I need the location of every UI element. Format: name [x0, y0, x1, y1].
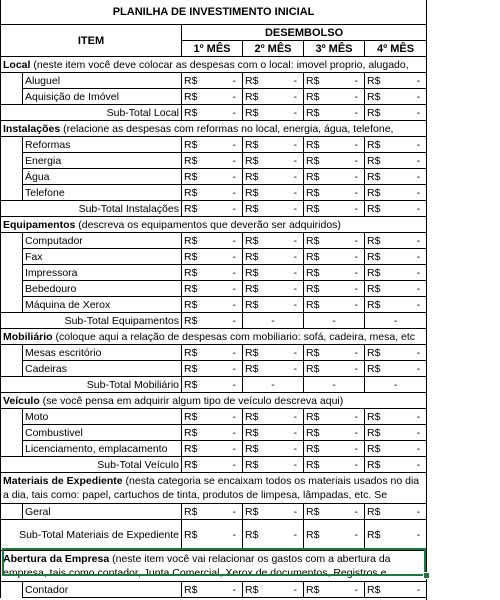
indent-cell[interactable] — [1, 345, 23, 361]
desembolso-header[interactable]: DESEMBOLSO — [182, 25, 427, 41]
value-cell[interactable]: - — [340, 105, 365, 121]
value-cell[interactable]: - — [401, 233, 427, 249]
currency-cell[interactable]: R$ — [243, 281, 279, 297]
value-cell[interactable]: - — [340, 137, 365, 153]
item-cell[interactable]: Licenciamento, emplacamento — [23, 441, 182, 457]
currency-cell[interactable]: R$ — [304, 105, 340, 121]
currency-cell[interactable]: R$ — [365, 520, 401, 551]
currency-cell[interactable]: R$ — [243, 185, 279, 201]
value-cell[interactable]: - — [279, 137, 304, 153]
value-cell[interactable]: - — [365, 313, 427, 329]
subtotal-row — [1, 377, 427, 393]
section-title: Local — [3, 58, 31, 71]
value-cell[interactable]: - — [401, 345, 427, 361]
currency-cell[interactable]: R$ — [365, 153, 401, 169]
value-cell[interactable]: - — [340, 504, 365, 520]
currency-cell[interactable]: R$ — [182, 153, 218, 169]
value-cell[interactable]: - — [340, 441, 365, 457]
currency-cell[interactable]: R$ — [182, 201, 218, 217]
value-cell[interactable]: - — [279, 73, 304, 89]
currency-cell[interactable]: R$ — [243, 345, 279, 361]
currency-cell[interactable]: R$ — [182, 185, 218, 201]
value-cell[interactable]: - — [401, 361, 427, 377]
value-cell[interactable]: - — [401, 105, 427, 121]
value-cell[interactable]: - — [340, 582, 365, 598]
value-cell[interactable]: - — [340, 265, 365, 281]
currency-cell[interactable]: R$ — [243, 233, 279, 249]
currency-cell[interactable]: R$ — [182, 89, 218, 105]
currency-cell[interactable]: R$ — [365, 233, 401, 249]
value-cell[interactable]: - — [401, 201, 427, 217]
value-cell[interactable]: - — [218, 201, 243, 217]
currency-cell[interactable]: R$ — [182, 137, 218, 153]
currency-cell[interactable]: R$ — [243, 361, 279, 377]
item-cell[interactable]: Geral — [23, 504, 182, 520]
value-cell[interactable]: - — [243, 377, 304, 393]
currency-cell[interactable]: R$ — [304, 89, 340, 105]
value-cell[interactable]: - — [218, 409, 243, 425]
value-cell[interactable]: - — [279, 281, 304, 297]
currency-cell[interactable]: R$ — [304, 169, 340, 185]
value-cell[interactable]: - — [340, 409, 365, 425]
currency-cell[interactable]: R$ — [304, 457, 340, 473]
currency-cell[interactable]: R$ — [365, 457, 401, 473]
section-title: Instalações — [3, 122, 61, 135]
indent-cell[interactable] — [1, 73, 23, 89]
currency-cell[interactable]: R$ — [182, 425, 218, 441]
currency-cell[interactable]: R$ — [365, 201, 401, 217]
currency-cell[interactable]: R$ — [304, 582, 340, 598]
currency-cell[interactable]: R$ — [243, 425, 279, 441]
currency-cell[interactable]: R$ — [365, 345, 401, 361]
value-cell[interactable]: - — [340, 233, 365, 249]
value-cell[interactable]: - — [218, 265, 243, 281]
currency-cell[interactable]: R$ — [182, 457, 218, 473]
currency-cell[interactable]: R$ — [365, 73, 401, 89]
currency-cell[interactable]: R$ — [304, 441, 340, 457]
item-cell[interactable]: Bebedouro — [23, 281, 182, 297]
currency-cell[interactable]: R$ — [365, 265, 401, 281]
table-row — [1, 89, 427, 105]
subtotal-label[interactable]: Sub-Total Local — [1, 105, 182, 121]
value-cell[interactable]: - — [279, 520, 304, 551]
currency-cell[interactable]: R$ — [304, 201, 340, 217]
indent-cell[interactable] — [1, 582, 23, 598]
currency-cell[interactable]: R$ — [243, 153, 279, 169]
value-cell[interactable]: - — [365, 377, 427, 393]
value-cell[interactable]: - — [218, 137, 243, 153]
value-cell[interactable]: - — [218, 441, 243, 457]
value-cell[interactable]: - — [401, 520, 427, 551]
month-header[interactable]: 1º MÊS — [182, 41, 243, 57]
currency-cell[interactable]: R$ — [243, 297, 279, 313]
value-cell[interactable]: - — [279, 582, 304, 598]
indent-cell[interactable] — [1, 153, 23, 169]
value-cell[interactable]: - — [401, 441, 427, 457]
subtotal-label[interactable]: Sub-Total Materiais de Expediente — [1, 520, 182, 551]
section-title: Mobiliário — [3, 330, 53, 343]
value-cell[interactable]: - — [340, 520, 365, 551]
item-cell[interactable]: Aluguel — [23, 73, 182, 89]
item-cell[interactable]: Contador — [23, 582, 182, 598]
table-row — [1, 441, 427, 457]
table-row — [1, 185, 427, 201]
indent-cell[interactable] — [1, 297, 23, 313]
value-cell[interactable]: - — [218, 582, 243, 598]
indent-cell[interactable] — [1, 249, 23, 265]
currency-cell[interactable]: R$ — [182, 73, 218, 89]
section-note: (descreva os equipamentos que deverão ser adquiridos) — [75, 218, 341, 231]
value-cell[interactable]: - — [279, 361, 304, 377]
value-cell[interactable]: - — [401, 582, 427, 598]
item-cell[interactable]: Energia — [23, 153, 182, 169]
value-cell[interactable]: - — [401, 89, 427, 105]
value-cell[interactable]: - — [218, 105, 243, 121]
value-cell[interactable]: - — [304, 313, 365, 329]
table-row — [1, 153, 427, 169]
currency-cell[interactable]: R$ — [243, 582, 279, 598]
indent-cell[interactable] — [1, 361, 23, 377]
value-cell[interactable]: - — [218, 281, 243, 297]
subtotal-row — [1, 520, 427, 551]
value-cell[interactable]: - — [401, 185, 427, 201]
currency-cell[interactable]: R$ — [182, 441, 218, 457]
currency-cell[interactable]: R$ — [304, 265, 340, 281]
value-cell[interactable]: - — [218, 361, 243, 377]
value-cell[interactable]: - — [279, 249, 304, 265]
value-cell[interactable]: - — [401, 73, 427, 89]
section-note: (neste item você vai relacionar os gastos com a abertura da empresa, tais como contador, Junta Comercial, Xerox de documentos, Registros e — [3, 553, 391, 579]
indent-cell[interactable] — [1, 233, 23, 249]
section-note: (neste item você deve colocar as despesas com o local: imovel proprio, alugado, — [30, 58, 409, 71]
value-cell[interactable]: - — [279, 153, 304, 169]
currency-cell[interactable]: R$ — [182, 361, 218, 377]
currency-cell[interactable]: R$ — [304, 185, 340, 201]
currency-cell[interactable]: R$ — [304, 361, 340, 377]
section-header[interactable] — [1, 329, 427, 345]
currency-cell[interactable]: R$ — [365, 441, 401, 457]
value-cell[interactable]: - — [279, 345, 304, 361]
item-cell[interactable]: Aquisição de Imóvel — [23, 89, 182, 105]
currency-cell[interactable]: R$ — [243, 169, 279, 185]
currency-cell[interactable]: R$ — [243, 265, 279, 281]
currency-cell[interactable]: R$ — [243, 89, 279, 105]
value-cell[interactable]: - — [218, 504, 243, 520]
currency-cell[interactable]: R$ — [304, 345, 340, 361]
section-header-row — [1, 393, 427, 409]
subtotal-row — [1, 457, 427, 473]
value-cell[interactable]: - — [279, 425, 304, 441]
currency-cell[interactable]: R$ — [182, 169, 218, 185]
currency-cell[interactable]: R$ — [243, 409, 279, 425]
value-cell[interactable]: - — [401, 457, 427, 473]
section-title: Abertura da Empresa — [3, 553, 110, 565]
value-cell[interactable]: - — [340, 425, 365, 441]
item-cell[interactable]: Fax — [23, 249, 182, 265]
item-cell[interactable]: Telefone — [23, 185, 182, 201]
section-header[interactable] — [1, 121, 427, 137]
value-cell[interactable]: - — [401, 504, 427, 520]
value-cell[interactable]: - — [340, 361, 365, 377]
currency-cell[interactable]: R$ — [365, 504, 401, 520]
indent-cell[interactable] — [1, 89, 23, 105]
currency-cell[interactable]: R$ — [182, 582, 218, 598]
currency-cell[interactable]: R$ — [304, 249, 340, 265]
item-cell[interactable]: Combustivel — [23, 425, 182, 441]
subtotal-label[interactable]: Sub-Total Equipamentos — [1, 313, 182, 329]
value-cell[interactable]: - — [279, 409, 304, 425]
item-cell[interactable]: Moto — [23, 409, 182, 425]
section-header-row — [1, 57, 427, 73]
currency-cell[interactable]: R$ — [304, 520, 340, 551]
table-row — [1, 169, 427, 185]
currency-cell[interactable]: R$ — [182, 313, 218, 329]
section-header[interactable] — [1, 57, 427, 73]
currency-cell[interactable]: R$ — [304, 137, 340, 153]
section-header-row — [1, 473, 427, 504]
value-cell[interactable]: - — [218, 169, 243, 185]
value-cell[interactable]: - — [279, 185, 304, 201]
indent-cell[interactable] — [1, 185, 23, 201]
value-cell[interactable]: - — [304, 377, 365, 393]
currency-cell[interactable]: R$ — [365, 297, 401, 313]
table-row — [1, 361, 427, 377]
indent-cell[interactable] — [1, 281, 23, 297]
value-cell[interactable]: - — [340, 73, 365, 89]
currency-cell[interactable]: R$ — [304, 504, 340, 520]
indent-cell[interactable] — [1, 425, 23, 441]
section-note: (nesta categoria se encaixam todos os materiais usados no dia a dia, tais como: papel, cartuchos de tinta, produtos de limpesa, lâmpadas, etc. Se — [3, 475, 420, 501]
month-header[interactable]: 4º MÊS — [365, 41, 427, 57]
value-cell[interactable]: - — [340, 153, 365, 169]
value-cell[interactable]: - — [218, 249, 243, 265]
subtotal-label[interactable]: Sub-Total Instalações — [1, 201, 182, 217]
subtotal-row — [1, 313, 427, 329]
section-header-row — [1, 217, 427, 233]
table-row — [1, 582, 427, 598]
value-cell[interactable]: - — [401, 265, 427, 281]
value-cell[interactable]: - — [218, 73, 243, 89]
indent-cell[interactable] — [1, 441, 23, 457]
value-cell[interactable]: - — [340, 201, 365, 217]
value-cell[interactable]: - — [401, 297, 427, 313]
indent-cell[interactable] — [1, 409, 23, 425]
currency-cell[interactable]: R$ — [182, 265, 218, 281]
currency-cell[interactable]: R$ — [365, 281, 401, 297]
currency-cell[interactable]: R$ — [365, 361, 401, 377]
value-cell[interactable]: - — [401, 281, 427, 297]
currency-cell[interactable]: R$ — [365, 137, 401, 153]
currency-cell[interactable]: R$ — [365, 409, 401, 425]
table-row — [1, 345, 427, 361]
currency-cell[interactable]: R$ — [243, 520, 279, 551]
section-header-row — [1, 121, 427, 137]
value-cell[interactable]: - — [218, 153, 243, 169]
value-cell[interactable]: - — [401, 249, 427, 265]
currency-cell[interactable]: R$ — [243, 201, 279, 217]
currency-cell[interactable]: R$ — [304, 281, 340, 297]
value-cell[interactable]: - — [279, 105, 304, 121]
value-cell[interactable]: - — [218, 313, 243, 329]
section-note: (coloque aqui a relação de despesas com mobiliario: sofá, cadeira, mesa, etc — [52, 330, 416, 343]
currency-cell[interactable]: R$ — [365, 105, 401, 121]
value-cell[interactable]: - — [340, 345, 365, 361]
subtotal-label[interactable]: Sub-Total Mobiliário — [1, 377, 182, 393]
currency-cell[interactable]: R$ — [182, 520, 218, 551]
currency-cell[interactable]: R$ — [182, 377, 218, 393]
currency-cell[interactable]: R$ — [182, 409, 218, 425]
item-cell[interactable]: Mesas escritório — [23, 345, 182, 361]
value-cell[interactable]: - — [279, 89, 304, 105]
item-cell[interactable]: Máquina de Xerox — [23, 297, 182, 313]
currency-cell[interactable]: R$ — [182, 345, 218, 361]
table-row — [1, 265, 427, 281]
value-cell[interactable]: - — [340, 89, 365, 105]
currency-cell[interactable]: R$ — [304, 425, 340, 441]
currency-cell[interactable]: R$ — [365, 169, 401, 185]
subtotal-row — [1, 201, 427, 217]
currency-cell[interactable]: R$ — [243, 457, 279, 473]
currency-cell[interactable]: R$ — [365, 249, 401, 265]
table-row — [1, 297, 427, 313]
table-row — [1, 281, 427, 297]
section-title: Veículo — [3, 394, 40, 407]
item-cell[interactable]: Cadeiras — [23, 361, 182, 377]
value-cell[interactable]: - — [218, 345, 243, 361]
indent-cell[interactable] — [1, 137, 23, 153]
section-title: Materiais de Expediente — [3, 475, 123, 487]
value-cell[interactable]: - — [279, 201, 304, 217]
value-cell[interactable]: - — [340, 297, 365, 313]
table-row — [1, 425, 427, 441]
title-row — [1, 0, 427, 25]
value-cell[interactable]: - — [279, 233, 304, 249]
sheet-title[interactable]: PLANILHA DE INVESTIMENTO INICIAL — [1, 0, 427, 25]
currency-cell[interactable]: R$ — [365, 185, 401, 201]
value-cell[interactable]: - — [401, 137, 427, 153]
value-cell[interactable]: - — [279, 504, 304, 520]
value-cell[interactable]: - — [340, 281, 365, 297]
section-note: (se você pensa em adquirir algum tipo de veículo descreva aqui) — [39, 394, 344, 407]
value-cell[interactable]: - — [218, 377, 243, 393]
table-row — [1, 249, 427, 265]
table-row — [1, 504, 427, 520]
subtotal-row — [1, 105, 427, 121]
section-note: (relacione as despesas com reformas no local, energia, água, telefone, — [60, 122, 394, 135]
subtotal-label[interactable]: Sub-Total Veículo — [1, 457, 182, 473]
table-row — [1, 409, 427, 425]
value-cell[interactable]: - — [340, 457, 365, 473]
value-cell[interactable]: - — [218, 89, 243, 105]
currency-cell[interactable]: R$ — [304, 297, 340, 313]
section-header[interactable] — [1, 473, 427, 504]
currency-cell[interactable]: R$ — [182, 504, 218, 520]
value-cell[interactable]: - — [279, 265, 304, 281]
section-header[interactable] — [1, 217, 427, 233]
currency-cell[interactable]: R$ — [243, 137, 279, 153]
indent-cell[interactable] — [1, 504, 23, 520]
item-header[interactable]: ITEM — [1, 25, 182, 57]
currency-cell[interactable]: R$ — [182, 281, 218, 297]
section-title: Equipamentos — [3, 218, 76, 231]
currency-cell[interactable]: R$ — [304, 153, 340, 169]
month-header[interactable]: 2º MÊS — [243, 41, 304, 57]
header-row — [1, 25, 427, 41]
item-cell[interactable]: Água — [23, 169, 182, 185]
value-cell[interactable]: - — [340, 169, 365, 185]
value-cell[interactable]: - — [218, 297, 243, 313]
value-cell[interactable]: - — [218, 185, 243, 201]
currency-cell[interactable]: R$ — [182, 105, 218, 121]
currency-cell[interactable]: R$ — [243, 105, 279, 121]
item-cell[interactable]: Computador — [23, 233, 182, 249]
table-row — [1, 137, 427, 153]
currency-cell[interactable]: R$ — [304, 73, 340, 89]
currency-cell[interactable]: R$ — [182, 233, 218, 249]
fill-handle[interactable] — [423, 572, 430, 579]
value-cell[interactable]: - — [279, 297, 304, 313]
value-cell[interactable]: - — [279, 441, 304, 457]
indent-cell[interactable] — [1, 169, 23, 185]
value-cell[interactable]: - — [401, 169, 427, 185]
currency-cell[interactable]: R$ — [365, 582, 401, 598]
value-cell[interactable]: - — [401, 409, 427, 425]
month-header[interactable]: 3º MÊS — [304, 41, 365, 57]
value-cell[interactable]: - — [279, 169, 304, 185]
column-border — [426, 0, 427, 600]
section-header[interactable] — [1, 551, 427, 582]
value-cell[interactable]: - — [218, 425, 243, 441]
indent-cell[interactable] — [1, 265, 23, 281]
value-cell[interactable]: - — [340, 185, 365, 201]
section-header-row — [1, 329, 427, 345]
currency-cell[interactable]: R$ — [182, 297, 218, 313]
currency-cell[interactable]: R$ — [243, 504, 279, 520]
currency-cell[interactable]: R$ — [243, 441, 279, 457]
value-cell[interactable]: - — [218, 520, 243, 551]
item-cell[interactable]: Reformas — [23, 137, 182, 153]
currency-cell[interactable]: R$ — [243, 73, 279, 89]
value-cell[interactable]: - — [243, 313, 304, 329]
table-row — [1, 73, 427, 89]
currency-cell[interactable]: R$ — [182, 249, 218, 265]
item-cell[interactable]: Impressora — [23, 265, 182, 281]
currency-cell[interactable]: R$ — [304, 409, 340, 425]
section-header[interactable] — [1, 393, 427, 409]
currency-cell[interactable]: R$ — [365, 425, 401, 441]
value-cell[interactable]: - — [218, 233, 243, 249]
table-row — [1, 233, 427, 249]
value-cell[interactable]: - — [340, 249, 365, 265]
currency-cell[interactable]: R$ — [304, 233, 340, 249]
currency-cell[interactable]: R$ — [365, 89, 401, 105]
value-cell[interactable]: - — [401, 425, 427, 441]
value-cell[interactable]: - — [218, 457, 243, 473]
value-cell[interactable]: - — [401, 153, 427, 169]
section-header-row — [1, 551, 427, 582]
value-cell[interactable]: - — [279, 457, 304, 473]
currency-cell[interactable]: R$ — [243, 249, 279, 265]
